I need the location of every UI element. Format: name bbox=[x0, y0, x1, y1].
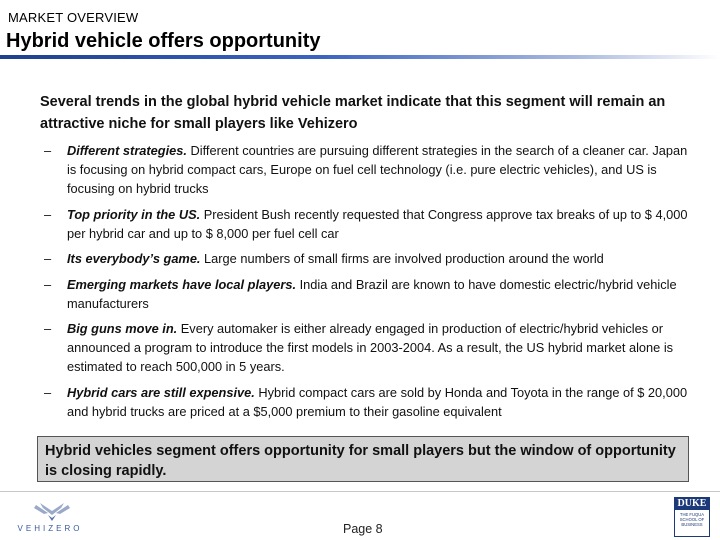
bullet-text: President Bush recently requested that Congress approve tax breaks of up to $ 4,000 per hybrid car and up to $ 8,000 per fuel cell car bbox=[67, 206, 688, 241]
bullet-text: India and Brazil are known to have domestic electric/hybrid vehicle manufacturers bbox=[67, 276, 677, 311]
duke-logo-title: DUKE bbox=[675, 498, 709, 510]
bullet-lead: Different strategies. bbox=[67, 143, 187, 158]
bullet-lead: Emerging markets have local players. bbox=[67, 276, 297, 292]
footer-divider bbox=[0, 491, 720, 492]
bullet-text: Every automaker is either already engaged in production of electric/hybrid vehicles or announced a program to introduce the first models in 2003-2004. As a result, the US hybrid market alone is estimated to reach 500,000 in 5 years. bbox=[67, 321, 674, 374]
dash-bullet: – bbox=[44, 276, 52, 292]
title-divider bbox=[0, 55, 720, 59]
trend-list bbox=[40, 141, 690, 427]
dash-bullet: – bbox=[44, 206, 52, 222]
kicker-label: MARKET OVERVIEW bbox=[8, 10, 139, 25]
bullet-text: Large numbers of small firms are involved production around the world bbox=[200, 251, 604, 266]
bullet-text: Different countries are pursuing different strategies in the search of a cleaner car. Japan is focusing on hybrid compact cars, Europe on fuel cell technology (i.e. pure electric vehicles), and US is focusing on hybrid trucks bbox=[67, 143, 688, 196]
bullet-lead: Its everybody’s game. bbox=[67, 251, 201, 266]
logo-wordmark: VEHIZERO bbox=[17, 524, 83, 533]
list-item bbox=[40, 319, 690, 376]
list-item bbox=[40, 383, 690, 421]
page-number: Page 8 bbox=[343, 522, 383, 536]
list-item bbox=[40, 249, 690, 268]
duke-logo-subtitle: THE FUQUA SCHOOL OF BUSINESS bbox=[679, 512, 705, 527]
list-item bbox=[40, 275, 690, 313]
bullet-text: Hybrid compact cars are sold by Honda and Toyota in the range of $ 20,000 and hybrid trucks are priced at a $5,000 premium to their gasoline equivalent bbox=[67, 384, 688, 419]
bullet-lead: Big guns move in. bbox=[67, 321, 178, 336]
list-item bbox=[40, 141, 690, 198]
duke-logo bbox=[674, 497, 710, 537]
dash-bullet: – bbox=[44, 143, 52, 158]
dash-bullet: – bbox=[44, 384, 52, 400]
bullet-lead: Hybrid cars are still expensive. bbox=[67, 384, 255, 400]
intro-paragraph: Several trends in the global hybrid vehicle market indicate that this segment will remain an attractive niche for small players like Vehizero bbox=[40, 94, 666, 132]
bullet-lead: Top priority in the US. bbox=[67, 206, 201, 222]
dash-bullet: – bbox=[44, 251, 52, 266]
dash-bullet: – bbox=[44, 321, 52, 336]
list-item bbox=[40, 205, 690, 243]
conclusion-callout: Hybrid vehicles segment offers opportunity for small players but the window of opportunity is closing rapidly. bbox=[37, 436, 689, 482]
page-title: Hybrid vehicle offers opportunity bbox=[6, 30, 321, 52]
